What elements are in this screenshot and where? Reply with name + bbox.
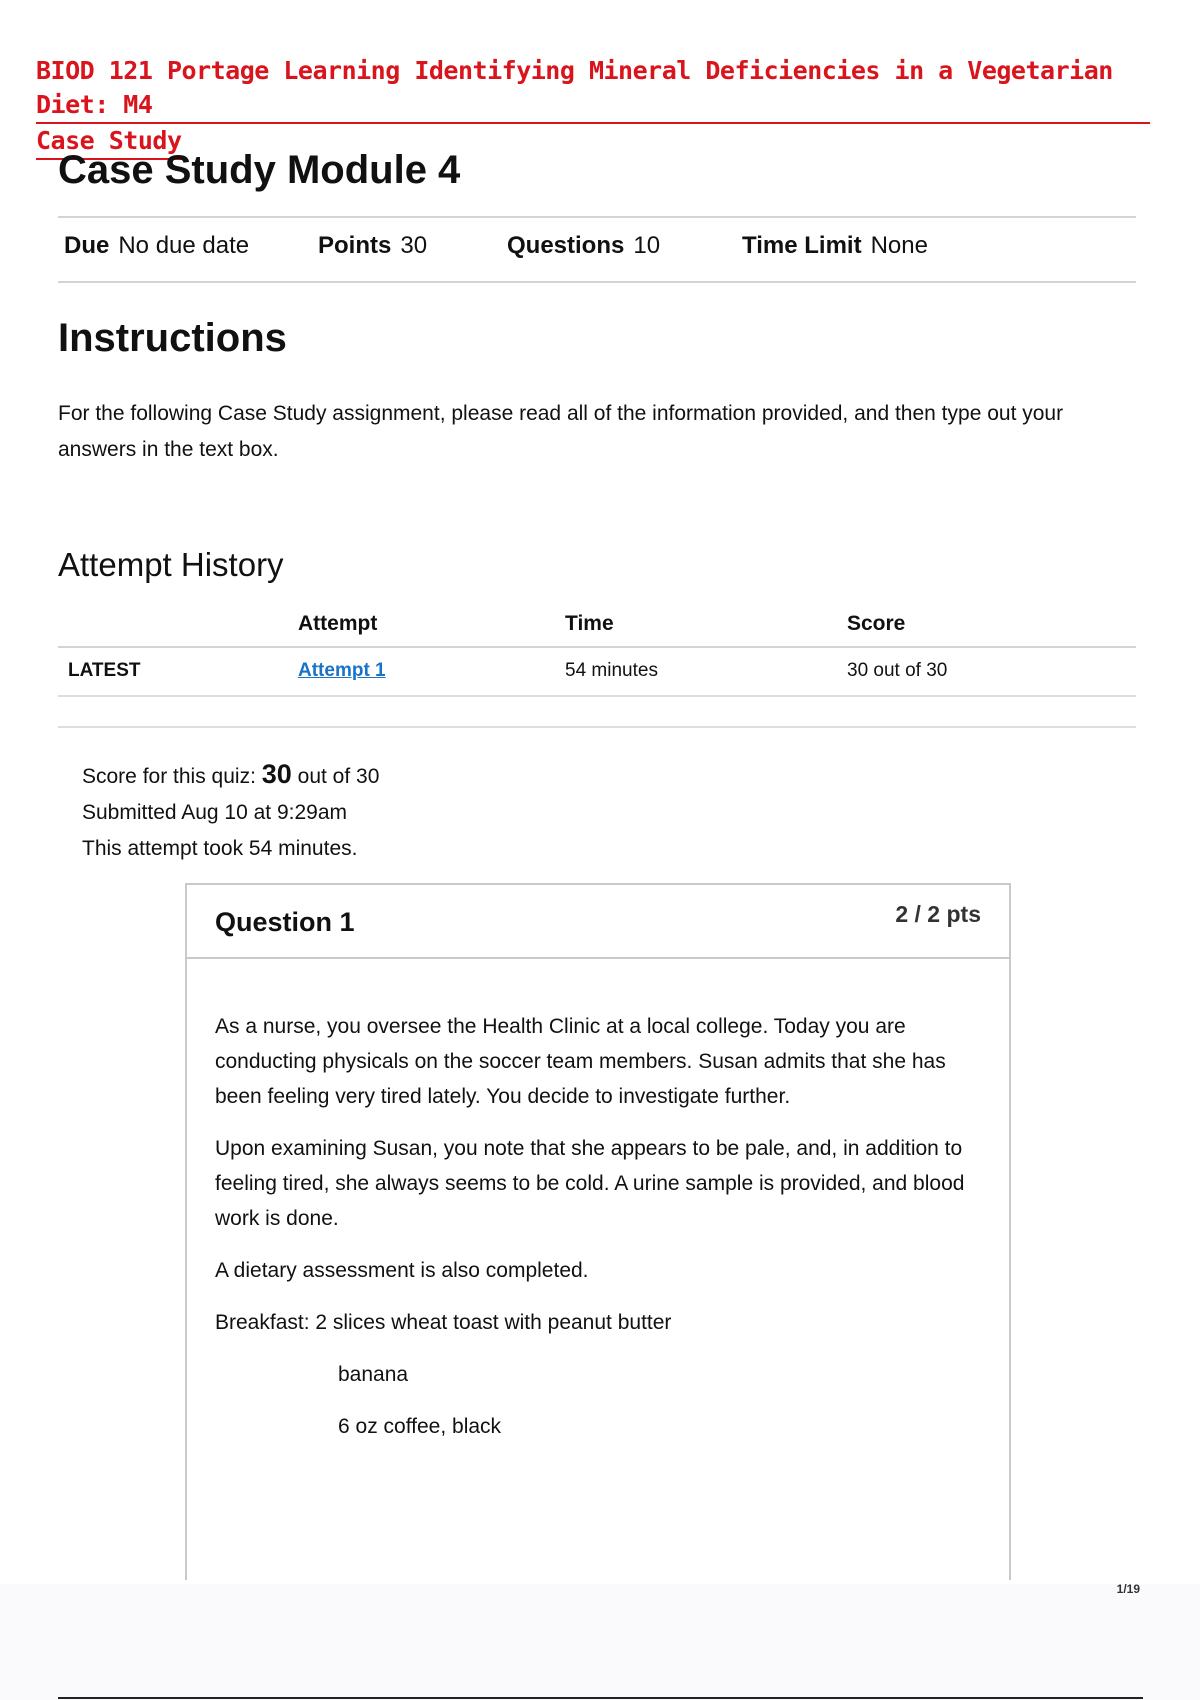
- score-value: 30: [261, 759, 292, 789]
- meta-time-limit-value: None: [870, 232, 928, 259]
- meta-questions-label: Questions: [507, 232, 625, 259]
- quiz-summary: [82, 756, 379, 867]
- document-title-line-2[interactable]: Case Study: [36, 124, 182, 160]
- meta-points-label: Points: [318, 232, 392, 259]
- meta-questions-value: 10: [633, 232, 661, 259]
- submitted-time: Submitted Aug 10 at 9:29am: [82, 801, 348, 824]
- attempt-history-table: [58, 606, 1136, 697]
- meta-points-value: 30: [400, 232, 428, 259]
- attempt-duration: This attempt took 54 minutes.: [82, 837, 358, 860]
- score-suffix: out of 30: [297, 765, 380, 788]
- quiz-score: [82, 756, 379, 795]
- meta-points: [318, 232, 507, 260]
- attempt-1-link[interactable]: Attempt 1: [298, 660, 386, 681]
- page-title: Case Study Module 4: [58, 148, 461, 192]
- question-paragraph: As a nurse, you oversee the Health Clinic at a local college. Today you are conducting physicals on the soccer team members. Susan admits that she has been feeling very tired lately. You decide to investigate further.: [215, 1015, 946, 1108]
- instructions-heading: Instructions: [58, 316, 287, 360]
- divider: [58, 726, 1136, 728]
- score-cell: 30 out of 30: [847, 660, 948, 681]
- column-header-attempt: Attempt: [298, 612, 378, 635]
- time-cell: 54 minutes: [565, 660, 658, 681]
- document-title-line-1[interactable]: BIOD 121 Portage Learning Identifying Mineral Deficiencies in a Vegetarian Diet: M4: [36, 54, 1150, 124]
- divider: [58, 216, 1136, 218]
- question-header: [187, 885, 1009, 959]
- page-footer: [0, 1584, 1200, 1700]
- page-number: 1/19: [1116, 1582, 1140, 1596]
- question-points: 2 / 2 pts: [895, 901, 981, 927]
- quiz-meta: [64, 232, 928, 260]
- meta-due: [64, 232, 318, 260]
- document-title[interactable]: [36, 54, 1150, 160]
- meta-time-limit: [742, 232, 928, 260]
- column-header-time: Time: [565, 612, 614, 635]
- meta-due-label: Due: [64, 232, 110, 259]
- diet-item: 6 oz coffee, black: [338, 1415, 502, 1438]
- attempt-cell: [298, 660, 386, 682]
- diet-item: banana: [338, 1363, 409, 1386]
- column-header-score: Score: [847, 612, 906, 635]
- latest-tag: LATEST: [68, 660, 141, 681]
- meta-time-limit-label: Time Limit: [742, 232, 862, 259]
- divider: [58, 281, 1136, 283]
- question-paragraph: Breakfast: 2 slices wheat toast with peanut butter: [215, 1311, 672, 1334]
- table-row: [58, 648, 1136, 697]
- question-card: [185, 883, 1011, 1580]
- meta-questions: [507, 232, 742, 260]
- question-paragraph: A dietary assessment is also completed.: [215, 1259, 589, 1282]
- footer-rule: [58, 1697, 1143, 1699]
- meta-due-value: No due date: [118, 232, 250, 259]
- table-header: [58, 606, 1136, 648]
- question-body: [187, 959, 1009, 1444]
- question-title: Question 1: [215, 907, 355, 937]
- attempt-history-heading: Attempt History: [58, 546, 284, 583]
- score-prefix: Score for this quiz:: [82, 765, 256, 788]
- question-paragraph: Upon examining Susan, you note that she appears to be pale, and, in addition to feeling tired, she always seems to be cold. A urine sample is provided, and blood work is done.: [215, 1137, 965, 1230]
- instructions-text: For the following Case Study assignment, please read all of the information provided, and then type out your answers in the text box.: [58, 402, 1064, 461]
